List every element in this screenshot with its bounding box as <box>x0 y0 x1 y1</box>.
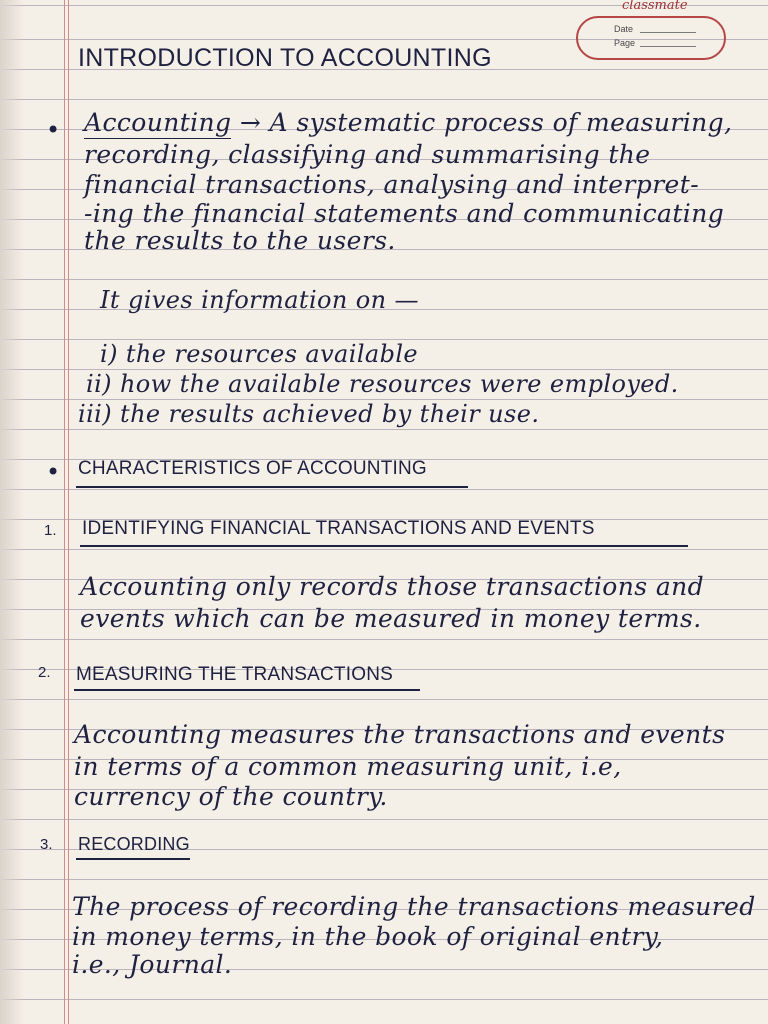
definition-line-1 <box>84 108 732 137</box>
bullet: • <box>46 458 61 486</box>
date-page-box <box>576 16 726 60</box>
section-3-line-2: in money terms, in the book of original entry, <box>72 922 664 951</box>
definition-arrow: → <box>239 108 262 137</box>
margin-line-right <box>68 0 69 1024</box>
section-1-line-1: Accounting only records those transactions and <box>80 572 705 601</box>
section-2-line-1: Accounting measures the transactions and events <box>74 720 726 749</box>
section-3-line-3: i.e., Journal. <box>72 950 233 979</box>
section-1-underline <box>80 545 688 547</box>
definition-line-4: -ing the financial statements and communicating <box>84 199 725 228</box>
definition-term: Accounting <box>84 108 232 137</box>
section-1-line-2: events which can be measured in money terms. <box>80 604 702 633</box>
info-item-3: iii) the results achieved by their use. <box>78 400 540 428</box>
info-intro: It gives information on — <box>100 286 419 314</box>
definition-line-2: recording, classifying and summarising the <box>84 140 651 169</box>
bullet: • <box>46 116 61 144</box>
section-1-heading: IDENTIFYING FINANCIAL TRANSACTIONS AND EVENTS <box>82 518 595 539</box>
section-2-number: 2. <box>38 664 51 681</box>
page-title: INTRODUCTION TO ACCOUNTING <box>78 44 492 72</box>
section-3-heading: RECORDING <box>78 834 190 854</box>
definition-line-5: the results to the users. <box>84 226 396 255</box>
margin-line-left <box>64 0 65 1024</box>
section-3-line-1: The process of recording the transactions measured <box>72 892 756 921</box>
section-2-heading: MEASURING THE TRANSACTIONS <box>76 664 393 685</box>
info-item-2: ii) how the available resources were employed. <box>86 370 679 398</box>
characteristics-underline <box>76 486 468 488</box>
date-label: Date <box>614 24 634 34</box>
section-3-underline <box>76 858 190 860</box>
section-2-line-3: currency of the country. <box>74 782 388 811</box>
characteristics-heading: CHARACTERISTICS OF ACCOUNTING <box>78 458 427 479</box>
section-3-number: 3. <box>40 836 53 853</box>
section-2-underline <box>74 689 420 691</box>
definition-text-1: A systematic process of measuring, <box>269 108 733 137</box>
brand-logo: classmate <box>622 0 688 13</box>
definition-line-3: financial transactions, analysing and interpret- <box>84 170 700 199</box>
section-2-line-2: in terms of a common measuring unit, i.e, <box>74 752 622 781</box>
page-label: Page <box>614 38 636 48</box>
info-item-1: i) the resources available <box>100 340 419 368</box>
section-1-number: 1. <box>44 522 57 539</box>
